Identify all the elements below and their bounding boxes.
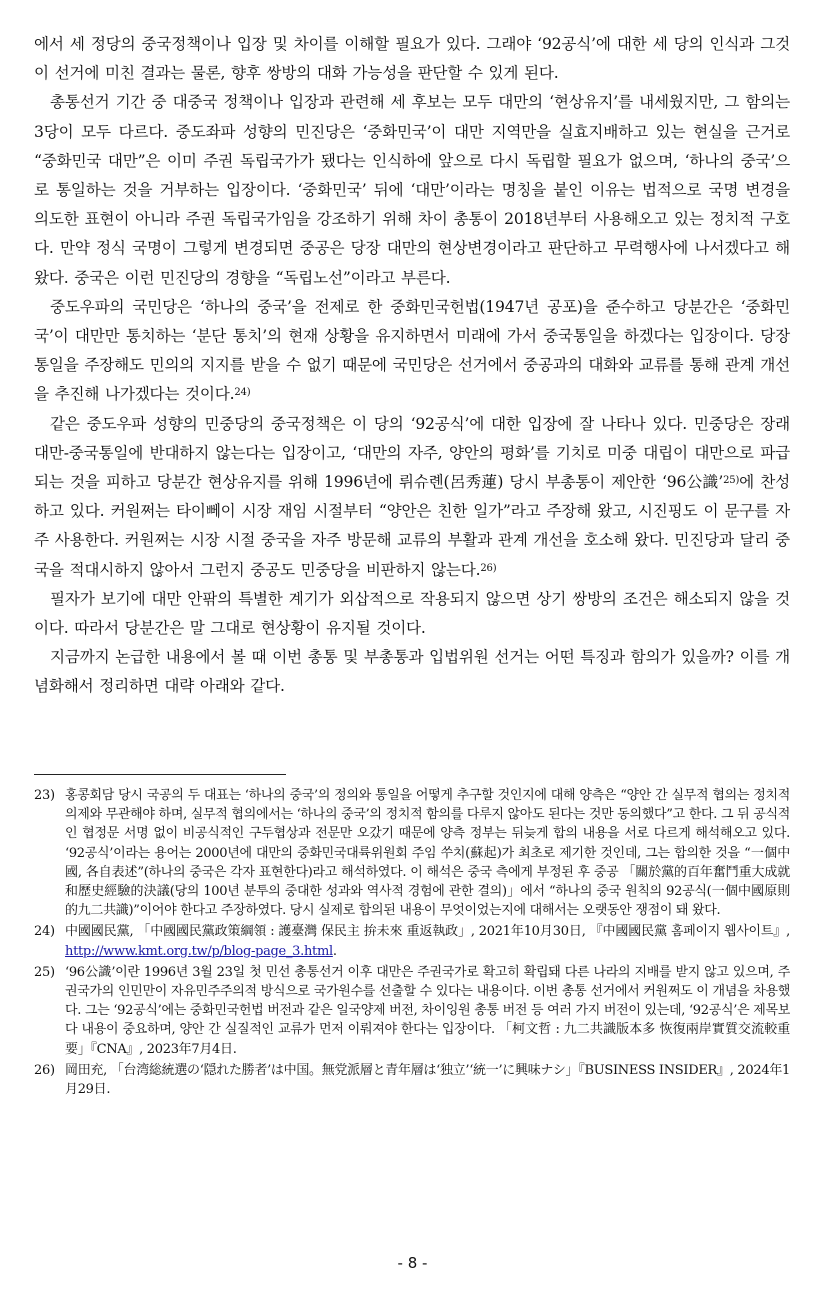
- page-number: - 8 -: [397, 1254, 428, 1272]
- footnote-text: 岡田充, 「台湾総統選の‘隠れた勝者’は中国。無党派層と青年層は‘独立’‘統一’に興味ナシ」『BUSINESS INSIDER』, 2024年1月29日.: [65, 1062, 790, 1098]
- footnote-number: 23): [34, 788, 55, 803]
- paragraph-1: 에서 세 정당의 중국정책이나 입장 및 차이를 이해할 필요가 있다. 그래야 ‘92공식’에 대한 세 당의 인식과 그것이 선거에 미친 결과는 물론, 향후 쌍방의 대화 가능성을 판단할 수 있게 된다.: [34, 35, 790, 83]
- paragraph-4-text-b: 에 찬성하고 있다. 커원쩌는 타이뻬이 시장 재임 시절부터 “양안은 친한 일가”라고 주장해 왔고, 시진핑도 이 문구를 자주 사용한다. 커원쩌는 시장 시절 중국을 자주 방문해 교류의 부활과 관계 개선을 호소해 왔다. 민진당과 달리 중국을 적대시하지 않아서 그런지 중공도 민중당을 비판하지 않는다.: [34, 473, 790, 579]
- footnote-text: 홍콩회담 당시 국공의 두 대표는 ‘하나의 중국’의 정의와 통일을 어떻게 추구할 것인지에 대해 양측은 “양안 간 실무적 협의는 정치적 의제와 무관해야 하며, 실무적 협의에서는 ‘하나의 중국’의 정치적 함의를 다루지 않아도 된다는 것만 동의했다”고 한다. 그 뒤 공식적인 협정문 서명 없이 비공식적인 구두협상과 전문만 오갔기 때문에 양측 정부는 뒤늦게 합의 내용을 서로 다르게 해석해오고 있다. ‘92공식’이라는 용어는 2000년에 대만의 중화민국대륙위원회 주임 쑤치(蘇起)가 최초로 제기한 것인데, 그는 합의한 것을 “一個中國, 各自表述”(하나의 중국은 각자 표현한다)라고 해석하였다. 이 해석은 중국 측에게 부정된 후 중공 「關於黨的百年奮鬥重大成就和歷史經驗的決議(당의 100년 분투의 중대한 성과와 역사적 경험에 관한 결의)」에서 “하나의 중국 원칙의 92공식(一個中國原則的九二共識)”이어야 한다고 주장하였다. 당시 실제로 합의된 내용이 무엇이었는지에 대해서는 오랫동안 쟁점이 돼 왔다.: [65, 788, 790, 919]
- footnote-24-text: 中國國民黨, 「中國國民黨政策綱領 : 護臺灣 保民主 拚未來 重返執政」, 2021年10月30日, 『中國國民黨 홈페이지 웹사이트』,: [65, 924, 790, 940]
- paragraph-4-text-a: 같은 중도우파 성향의 민중당의 중국정책은 이 당의 ‘92공식’에 대한 입장에 잘 나타나 있다. 민중당은 장래 대만-중국통일에 반대하지 않는다는 입장이고, ‘대만의 자주, 양안의 평화’를 기치로 미중 대립이 대만으로 파급되는 것을 피하고 당분간 현상유지를 위해 1996년에 뤼슈롄(呂秀蓮) 당시 부총통이 제안한 ‘96公識’: [34, 414, 790, 492]
- paragraph-4: [34, 410, 790, 585]
- footnote-number: 25): [34, 964, 55, 980]
- footnote-23: [34, 786, 790, 920]
- paragraph-2: 총통선거 기간 중 대중국 정책이나 입장과 관련해 세 후보는 모두 대만의 ‘현상유지’를 내세웠지만, 그 함의는 3당이 모두 다르다. 중도좌파 성향의 민진당은 ‘중화민국’이 대만 지역만을 실효지배하고 있는 현실을 근거로 “중화민국 대만”은 이미 주권 독립국가가 됐다는 인식하에 앞으로 다시 독립할 필요가 없으며, ‘하나의 중국’으로 통일하는 것을 거부하는 입장이다. ‘중화민국’ 뒤에 ‘대만’이라는 명칭을 붙인 이유는 법적으로 국명 변경을 의도한 표현이 아니라 주권 독립국가임을 강조하기 위해 차이 총통이 2018년부터 사용해오고 있는 정치적 구호다. 만약 정식 국명이 그렇게 변경되면 중공은 당장 대만의 현상변경이라고 판단하고 무력행사에 나서겠다고 해왔다. 중국은 이런 민진당의 경향을 “독립노선”이라고 부른다.: [34, 93, 790, 287]
- footnote-ref-26[interactable]: 26): [480, 562, 497, 574]
- paragraph-3: [34, 293, 790, 410]
- footnote-number: 24): [34, 924, 55, 940]
- footnote-ref-24[interactable]: 24): [234, 387, 251, 399]
- footnote-text: ‘96公識’이란 1996년 3월 23일 첫 민선 총통선거 이후 대만은 주권국가로 확고히 확립돼 다른 나라의 지배를 받지 않고 있으며, 주권국가의 인민만이 자유민주주의적 방식으로 국가원수를 선출할 수 있다는 내용이다. 이번 총통 선거에서 커원쩌도 이 개념을 차용했다. 그는 ‘92공식’에는 중화민국헌법 버전과 같은 일국양제 버전, 차이잉원 총통 버전 등 여러 가지 버전이 있는데, ‘92공식’은 제목보다 내용이 중요하며, 양안 간 실질적인 교류가 먼저 이뤄져야 한다는 입장이다. 「柯文哲 : 九二共識版本多 恢復兩岸實質交流較重要」『CNA』, 2023年7月4日.: [65, 964, 790, 1057]
- footnote-ref-25[interactable]: 25): [723, 475, 740, 487]
- paragraph-6: 지금까지 논급한 내용에서 볼 때 이번 총통 및 부총통과 입법위원 선거는 어떤 특징과 함의가 있을까? 이를 개념화해서 정리하면 대략 아래와 같다.: [34, 648, 790, 696]
- footnotes: [34, 786, 790, 1101]
- kmt-link[interactable]: http://www.kmt.org.tw/p/blog-page_3.html: [65, 943, 333, 959]
- footnote-divider: [34, 774, 286, 775]
- footnote-text: [65, 922, 790, 960]
- footnote-24-tail: .: [332, 943, 337, 959]
- paragraph-3-text: 중도우파의 국민당은 ‘하나의 중국’을 전제로 한 중화민국헌법(1947년 공포)을 준수하고 당분간은 ‘중화민국’이 대만만 통치하는 ‘분단 통치’의 현재 상황을 유지하면서 미래에 가서 중국통일을 하겠다는 입장이다. 당장 통일을 주장해도 민의의 지지를 받을 수 없기 때문에 국민당은 선거에서 중공과의 대화와 교류를 통해 관계 개선을 추진해 나가겠다는 것이다.: [34, 297, 790, 404]
- footnote-24: [34, 922, 790, 960]
- paragraph-5: 필자가 보기에 대만 안팎의 특별한 계기가 외삽적으로 작용되지 않으면 상기 쌍방의 조건은 해소되지 않을 것이다. 따라서 당분간은 말 그대로 현상황이 유지될 것이다.: [34, 589, 790, 638]
- main-body: [34, 30, 790, 702]
- footnote-25: [34, 963, 790, 1059]
- footnote-number: 26): [34, 1062, 55, 1078]
- footnote-26: [34, 1061, 790, 1099]
